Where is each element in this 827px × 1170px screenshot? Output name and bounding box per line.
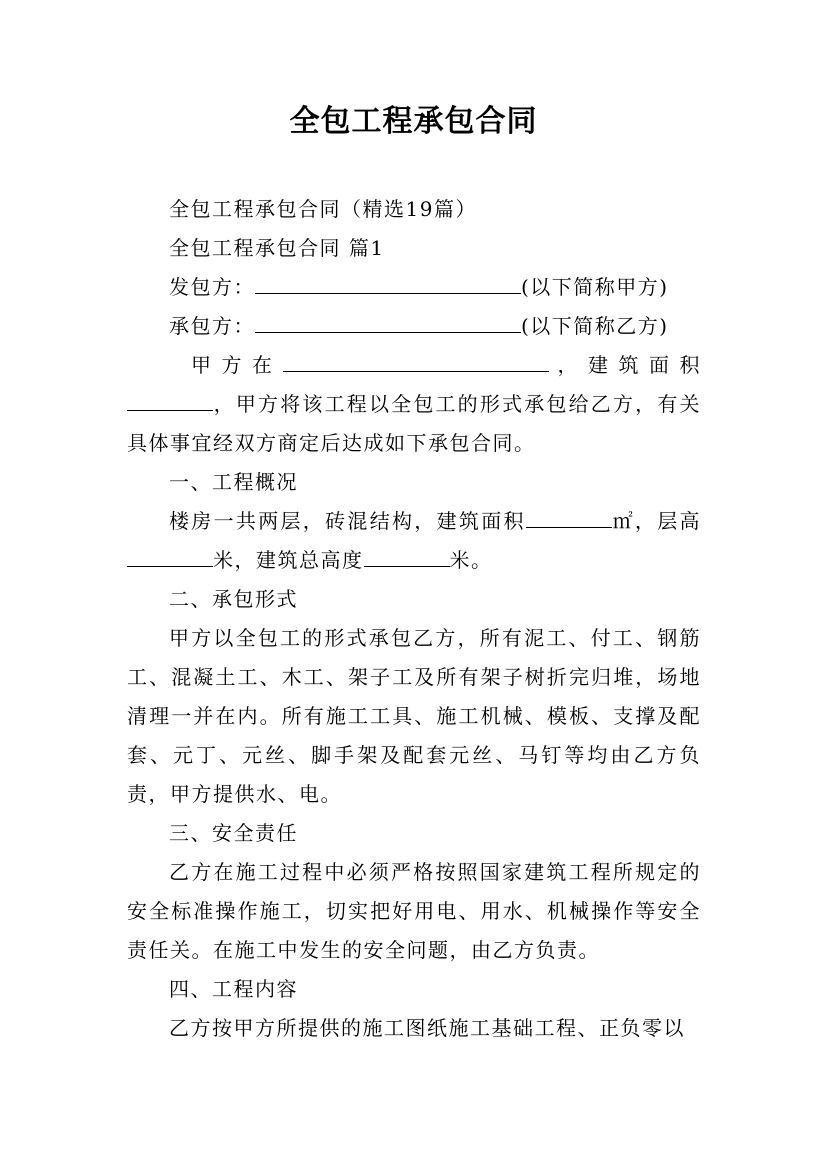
section-3-text: 乙方在施工过程中必须严格按照国家建筑工程所规定的安全标准操作施工，切实把好用电、用水、机械操作等安全责任关。在施工中发生的安全问题，由乙方负责。 (127, 860, 701, 962)
total-height-blank (364, 542, 450, 567)
intro-word: ， (557, 353, 579, 377)
section-1-text (127, 502, 701, 580)
intro-word: 建 (588, 353, 610, 377)
section-heading: 全包工程承包合同 篇1 (169, 236, 385, 260)
document-title: 全包工程承包合同 (289, 104, 538, 139)
intro-word: 积 (679, 353, 701, 377)
party-b-line (127, 307, 701, 346)
s1-text-c: 米，建筑总高度 (213, 548, 364, 572)
intro-word: 筑 (618, 353, 640, 377)
party-a-line (127, 268, 701, 307)
section-2-text: 甲方以全包工的形式承包乙方，所有泥工、付工、钢筋工、混凝土工、木工、架子工及所有架子树折完归堆，场地清理一并在内。所有施工工具、施工机械、模板、支撑及配套、元丁、元丝、脚手架及配套元丝、马钉等均由乙方负责，甲方提供水、电。 (127, 626, 701, 806)
section-1-title: 一、工程概况 (169, 470, 298, 494)
party-a-label: 发包方： (169, 275, 255, 299)
document-body (127, 190, 701, 1048)
intro-word: 甲 (191, 353, 213, 377)
section-4-text: 乙方按甲方所提供的施工图纸施工基础工程、正负零以 (169, 1016, 685, 1040)
section-4-title: 四、工程内容 (169, 977, 298, 1001)
intro-word: 在 (252, 353, 274, 377)
location-blank (283, 347, 549, 372)
section-3-title: 三、安全责任 (169, 821, 298, 845)
subtitle: 全包工程承包合同（精选19篇） (169, 197, 477, 221)
floor-height-blank (127, 542, 213, 567)
area-blank (127, 386, 213, 411)
s1-text-a: 楼房一共两层，砖混结构，建筑面积 (169, 509, 526, 533)
intro-line-1 (127, 346, 701, 385)
party-b-blank (255, 308, 521, 333)
party-a-suffix: (以下简称甲方) (521, 275, 669, 299)
building-area-blank (526, 503, 612, 528)
intro-word: 方 (221, 353, 243, 377)
intro-rest: ，甲方将该工程以全包工的形式承包给乙方，有关具体事宜经双方商定后达成如下承包合同。 (127, 392, 701, 455)
intro-word: 面 (649, 353, 671, 377)
s1-text-d: 米。 (449, 548, 493, 572)
section-2-title: 二、承包形式 (169, 587, 298, 611)
party-b-suffix: (以下简称乙方) (521, 314, 669, 338)
party-b-label: 承包方： (169, 314, 255, 338)
s1-text-b: ㎡，层高 (611, 509, 702, 533)
party-a-blank (255, 269, 521, 294)
intro-paragraph (127, 385, 701, 463)
